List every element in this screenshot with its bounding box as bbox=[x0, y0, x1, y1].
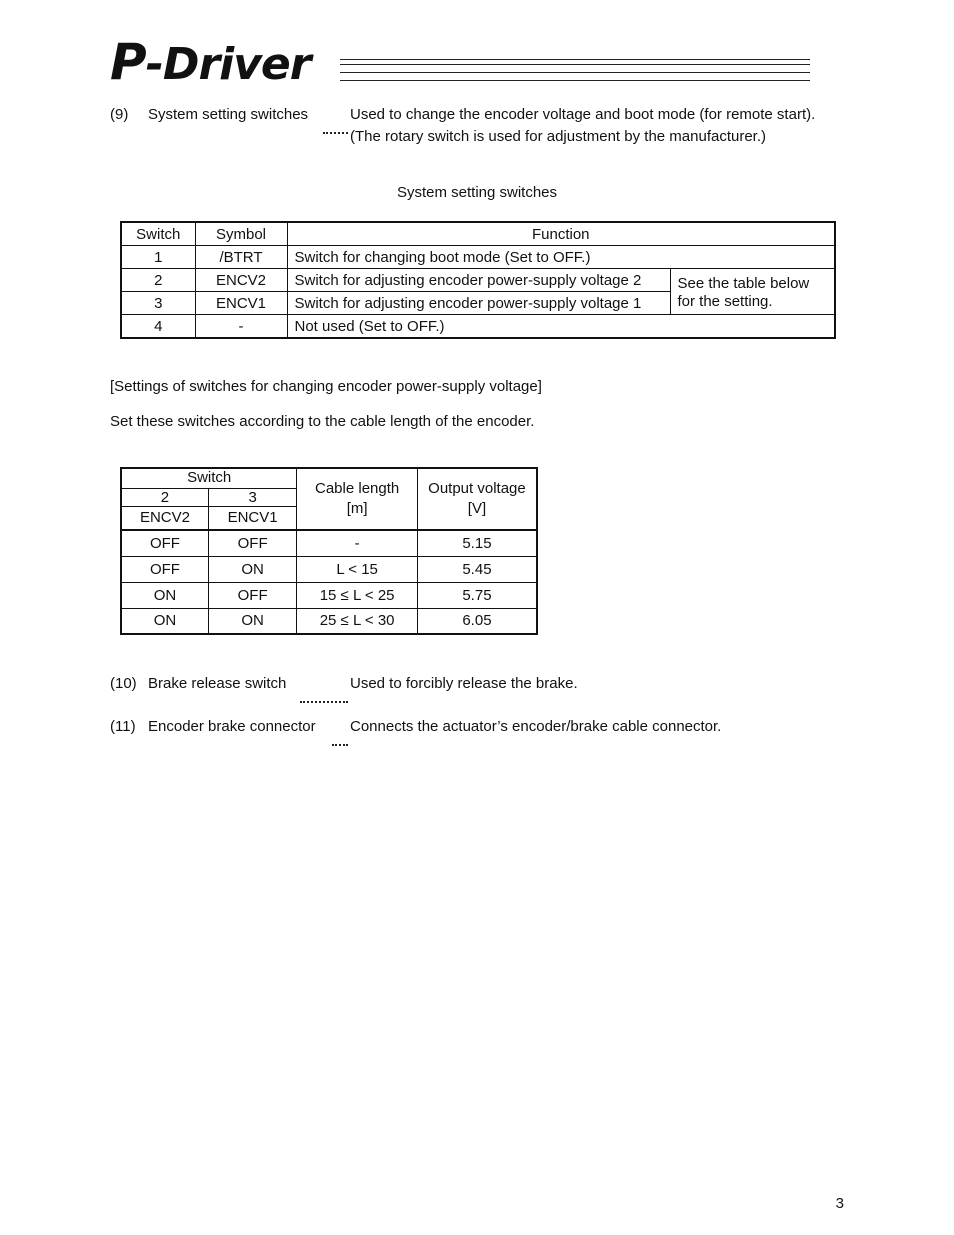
cell-encv1: ON bbox=[208, 556, 296, 582]
header-switch: Switch bbox=[121, 222, 195, 246]
item-10-title: Brake release switch bbox=[148, 675, 287, 692]
cell-symbol: ENCV1 bbox=[195, 292, 287, 315]
header-output-voltage bbox=[417, 468, 537, 530]
cell-function: Switch for adjusting encoder power-supply voltage 2 bbox=[287, 269, 670, 292]
header-output-voltage-line-1: Output voltage bbox=[428, 480, 526, 497]
header-switch: Switch bbox=[121, 468, 297, 488]
table-row bbox=[121, 269, 835, 292]
header-output-voltage-line-2: [V] bbox=[467, 500, 487, 517]
table-header-row bbox=[121, 222, 835, 246]
table-row bbox=[121, 246, 835, 269]
cell-encv2: ON bbox=[121, 608, 208, 634]
table-row bbox=[121, 582, 537, 608]
note-line-1: See the table below bbox=[677, 274, 810, 292]
cell-switch: 4 bbox=[121, 315, 195, 339]
cell-cable-length: L < 15 bbox=[297, 556, 418, 582]
cell-switch: 1 bbox=[121, 246, 195, 269]
cell-output-voltage: 5.45 bbox=[417, 556, 537, 582]
table-row bbox=[121, 556, 537, 582]
item-9-description-note: (The rotary switch is used for adjustment by the manufacturer.) bbox=[350, 128, 767, 145]
cell-output-voltage: 6.05 bbox=[417, 608, 537, 634]
cell-symbol: /BTRT bbox=[195, 246, 287, 269]
item-10-leader-dots bbox=[300, 690, 348, 707]
table-row bbox=[121, 530, 537, 556]
product-logo bbox=[110, 33, 311, 91]
header-rule bbox=[340, 59, 810, 83]
table-header-row bbox=[121, 468, 537, 488]
cell-output-voltage: 5.75 bbox=[417, 582, 537, 608]
cell-encv1: OFF bbox=[208, 530, 296, 556]
table-row bbox=[121, 315, 835, 339]
header-cable-length bbox=[297, 468, 418, 530]
note-line-2: for the setting. bbox=[677, 292, 773, 310]
cell-function: Switch for changing boot mode (Set to OFF.) bbox=[287, 246, 835, 269]
section-heading: [Settings of switches for changing encoder power-supply voltage] bbox=[110, 378, 542, 395]
cell-symbol: ENCV2 bbox=[195, 269, 287, 292]
cell-switch: 2 bbox=[121, 269, 195, 292]
logo-prefix: P bbox=[110, 33, 146, 91]
table-row bbox=[121, 608, 537, 634]
page-number: 3 bbox=[835, 1195, 844, 1212]
cell-switch: 3 bbox=[121, 292, 195, 315]
item-11-leader-dots bbox=[332, 733, 348, 750]
item-9-number: (9) bbox=[110, 106, 129, 123]
item-9-description: Used to change the encoder voltage and boot mode (for remote start). bbox=[350, 106, 816, 123]
cell-cable-length: 25 ≤ L < 30 bbox=[297, 608, 418, 634]
item-11-number: (11) bbox=[110, 718, 136, 735]
cell-function: Switch for adjusting encoder power-supply voltage 1 bbox=[287, 292, 670, 315]
cell-encv2: OFF bbox=[121, 556, 208, 582]
item-10-description: Used to forcibly release the brake. bbox=[350, 675, 578, 692]
header-symbol: Symbol bbox=[195, 222, 287, 246]
encoder-voltage-table bbox=[120, 467, 538, 635]
header-function: Function bbox=[287, 222, 835, 246]
table-1-caption: System setting switches bbox=[396, 184, 558, 201]
item-11-title: Encoder brake connector bbox=[148, 718, 316, 735]
cell-symbol: - bbox=[195, 315, 287, 339]
header-encv2: ENCV2 bbox=[121, 506, 208, 530]
header-cable-length-line-2: [m] bbox=[346, 500, 368, 517]
cell-note bbox=[670, 269, 835, 315]
item-9-title: System setting switches bbox=[148, 106, 309, 123]
header-cable-length-line-1: Cable length bbox=[315, 480, 400, 497]
item-10-number: (10) bbox=[110, 675, 137, 692]
item-9-leader-dots bbox=[323, 121, 348, 138]
cell-encv1: OFF bbox=[208, 582, 296, 608]
cell-encv1: ON bbox=[208, 608, 296, 634]
cell-function: Not used (Set to OFF.) bbox=[287, 315, 835, 339]
section-text: Set these switches according to the cable length of the encoder. bbox=[110, 413, 535, 430]
cell-cable-length: - bbox=[297, 530, 418, 556]
system-switch-table bbox=[120, 221, 836, 339]
cell-output-voltage: 5.15 bbox=[417, 530, 537, 556]
item-11-description: Connects the actuator’s encoder/brake cable connector. bbox=[350, 718, 722, 735]
header-encv1: ENCV1 bbox=[208, 506, 296, 530]
header-switch-2: 2 bbox=[121, 488, 208, 506]
header-switch-3: 3 bbox=[208, 488, 296, 506]
logo-suffix: -Driver bbox=[145, 39, 311, 90]
cell-encv2: ON bbox=[121, 582, 208, 608]
cell-encv2: OFF bbox=[121, 530, 208, 556]
cell-cable-length: 15 ≤ L < 25 bbox=[297, 582, 418, 608]
